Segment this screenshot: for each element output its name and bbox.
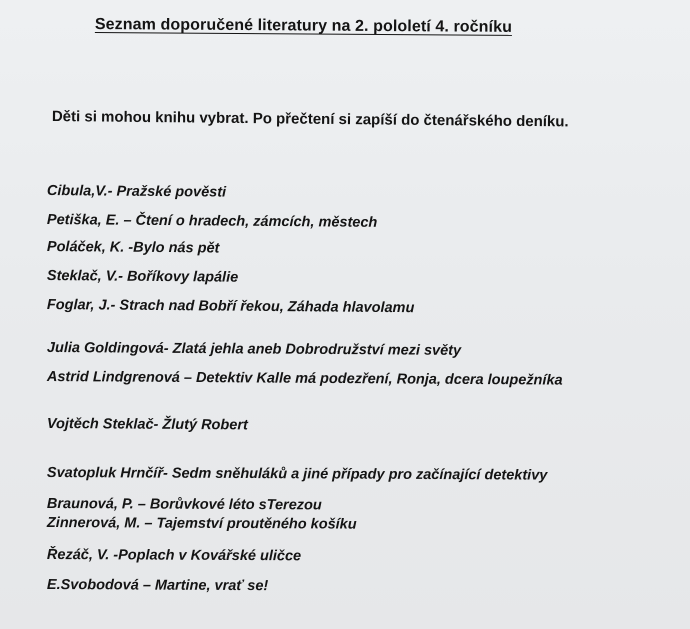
book-item: Cibula,V.- Pražské pověsti xyxy=(46,183,227,201)
book-item: Julia Goldingová- Zlatá jehla aneb Dobrodružství mezi světy xyxy=(46,340,462,359)
book-item: Řezáč, V. -Poplach v Kovářské uličce xyxy=(46,547,302,565)
book-item: Braunová, P. – Borůvkové léto sTerezou xyxy=(46,496,322,514)
book-item: Vojtěch Steklač- Žlutý Robert xyxy=(46,416,248,434)
book-item: Svatopluk Hrnčíř- Sedm sněhuláků a jiné případy pro začínající detektivy xyxy=(46,465,548,484)
book-item: E.Svobodová – Martine, vrať se! xyxy=(46,577,269,595)
document-title: Seznam doporučené literatury na 2. pololetí 4. ročníku xyxy=(94,16,513,36)
book-item: Zinnerová, M. – Tajemství proutěného košíku xyxy=(46,515,357,533)
book-item: Steklač, V.- Boříkovy lapálie xyxy=(46,268,239,286)
book-item: Foglar, J.- Strach nad Bobří řekou, Záhada hlavolamu xyxy=(46,297,415,317)
book-item: Petiška, E. – Čtení o hradech, zámcích, městech xyxy=(46,212,378,231)
intro-paragraph: Děti si mohou knihu vybrat. Po přečtení si zapíší do čtenářského deníku. xyxy=(51,107,569,131)
book-item: Astrid Lindgrenová – Detektiv Kalle má podezření, Ronja, dcera loupežníka xyxy=(46,368,563,389)
book-item: Poláček, K. -Bylo nás pět xyxy=(46,239,220,257)
